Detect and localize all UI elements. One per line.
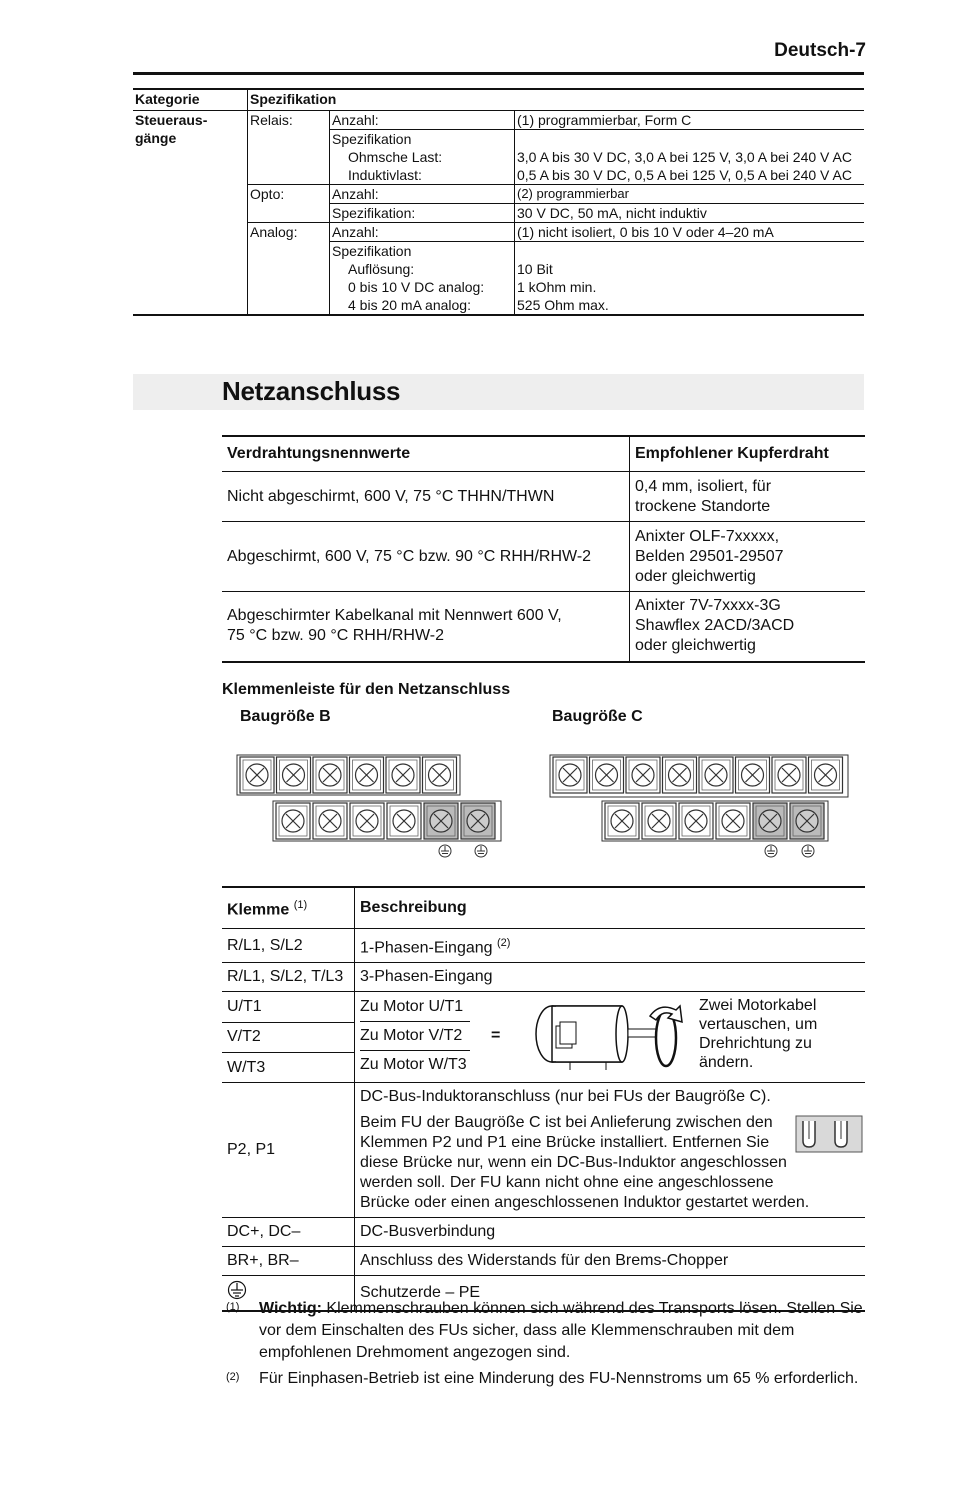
term-cell: R/L1, S/L2, T/L3 (222, 963, 355, 992)
footnote-mark: (2) (226, 1371, 240, 1383)
spec-table (133, 88, 864, 316)
motor-icon (530, 998, 695, 1076)
motor-u: Zu Motor U/T1 (360, 997, 470, 1022)
term-cell: P2, P1 (222, 1083, 355, 1218)
analog-anzahl-label: Anzahl: (330, 223, 515, 242)
relais-spez-cell (330, 130, 515, 185)
wiring-table (222, 435, 865, 663)
jumper-icon (795, 1115, 863, 1153)
motor-v: Zu Motor V/T2 (360, 1026, 470, 1051)
category-cell (133, 111, 248, 316)
footnote-2 (222, 1368, 872, 1390)
category-line: gänge (135, 130, 177, 146)
header-rule (133, 72, 864, 75)
term-cell: DC+, DC– (222, 1218, 355, 1247)
term-cell: R/L1, S/L2 (222, 929, 355, 963)
analog-spez-cell (330, 242, 515, 316)
terminal-table (222, 886, 865, 1312)
v-value: 1 kOhm min. (517, 279, 597, 295)
terminal-block-b-diagram (230, 745, 520, 865)
aufl-value: 10 Bit (517, 261, 553, 277)
section-title: Netzanschluss (222, 376, 401, 406)
terminal-block-title: Klemmenleiste für den Netzanschluss (222, 681, 511, 698)
ma-label: 4 bis 20 mA analog: (348, 297, 471, 313)
wire-rating: Abgeschirmt, 600 V, 75 °C bzw. 90 °C RHH/RHW-2 (222, 522, 630, 592)
desc-cell: DC-Busverbindung (355, 1218, 866, 1247)
terminal-block-c-diagram (542, 745, 862, 865)
desc-cell (355, 1083, 866, 1218)
opto-anzahl-value: (2) programmierbar (515, 185, 865, 204)
relais-anzahl-label: Anzahl: (330, 111, 515, 130)
term-col1: Klemme $^{(1)}$ (222, 887, 355, 929)
opto-label: Opto: (248, 185, 330, 223)
category-line: Steueraus- (135, 112, 208, 128)
opto-spez-value: 30 V DC, 50 mA, nicht induktiv (515, 204, 865, 223)
term-cell: BR+, BR– (222, 1247, 355, 1276)
footnote-mark: (1) (226, 1301, 240, 1313)
term-cell: U/T1 (222, 992, 355, 1022)
term-cell: W/T3 (222, 1052, 355, 1082)
relais-label: Relais: (248, 111, 330, 185)
wire-type: 0,4 mm, isoliert, für trockene Standorte (630, 472, 866, 522)
wire-type: Anixter 7V-7xxxx-3G Shawflex 2ACD/3ACD oder gleichwertig (630, 592, 866, 662)
desc-cell: 1-Phasen-Eingang $^{(2)}$ (355, 929, 866, 963)
motor-note: Zwei Motorkabel vertauschen, um Drehrichtung zu ändern. (699, 997, 818, 1072)
p-desc1: DC-Bus-Induktoranschluss (nur bei FUs der Baugröße C). (360, 1088, 771, 1106)
desc-cell: 3-Phasen-Eingang (355, 963, 866, 992)
footnote-1 (222, 1298, 872, 1364)
wire-rating: Abgeschirmter Kabelkanal mit Nennwert 600 V, 75 °C bzw. 90 °C RHH/RHW-2 (222, 592, 630, 662)
v-label: 0 bis 10 V DC analog: (348, 279, 485, 295)
frame-c-label: Baugröße C (552, 708, 643, 725)
p-desc2: Beim FU der Baugröße C ist bei Anlieferung zwischen den Klemmen P2 und P1 eine Brücke installiert. Entfernen Sie diese Brücke nur, wenn ein DC-Bus-Induktor angeschlossen werden soll. Der FU kann nicht ohne eine angeschlossene Brücke oder einen angeschlossenen Induktor gestartet werden. (360, 1114, 810, 1212)
relais-spez-label: Spezifikation (332, 131, 412, 147)
analog-anzahl-value: (1) nicht isoliert, 0 bis 10 V oder 4–20 mA (515, 223, 865, 242)
page-header: Deutsch-7 (774, 40, 866, 61)
footnote-bold: Wichtig: (259, 1300, 322, 1317)
ind-value: 0,5 A bis 30 V DC, 0,5 A bei 125 V, 0,5 A bei 240 V AC (517, 167, 852, 183)
desc-cell: Anschluss des Widerstands für den Brems-Chopper (355, 1247, 866, 1276)
analog-label: Analog: (248, 223, 330, 316)
ind-label: Induktivlast: (348, 167, 422, 183)
wire-col2: Empfohlener Kupferdraht (630, 436, 866, 472)
motor-cell (355, 992, 866, 1083)
analog-spez-label: Spezifikation (332, 243, 412, 259)
opto-anzahl-label: Anzahl: (330, 185, 515, 204)
wire-col1: Verdrahtungsnennwerte (222, 436, 630, 472)
footnote-text: Klemmenschrauben können sich während des Transports lösen. Stellen Sie vor dem Einschalten des FUs sicher, dass alle Klemmenschrauben mit dem empfohlenen Drehmoment angezogen sind. (259, 1300, 863, 1361)
relais-spez-values (515, 130, 865, 185)
wire-type: Anixter OLF-7xxxxx, Belden 29501-29507 oder gleichwertig (630, 522, 866, 592)
col-kategorie: Kategorie (133, 89, 248, 111)
motor-w: Zu Motor W/T3 (360, 1056, 467, 1074)
analog-spez-values (515, 242, 865, 316)
term-col2: Beschreibung (360, 899, 467, 916)
ohm-label: Ohmsche Last: (348, 149, 443, 165)
aufl-label: Auflösung: (348, 261, 415, 277)
frame-b-label: Baugröße B (240, 708, 331, 725)
wire-rating: Nicht abgeschirmt, 600 V, 75 °C THHN/THWN (222, 472, 630, 522)
ma-value: 525 Ohm max. (517, 297, 609, 313)
opto-spez-label: Spezifikation: (330, 204, 515, 223)
relais-anzahl-value: (1) programmierbar, Form C (515, 111, 865, 130)
footnotes (222, 1298, 872, 1394)
equals-sign: = (491, 1027, 501, 1045)
desc-cell: Schutzerde – PE (355, 1276, 866, 1312)
ohm-value: 3,0 A bis 30 V DC, 3,0 A bei 125 V, 3,0 A bei 240 V AC (517, 149, 852, 165)
term-cell: V/T2 (222, 1022, 355, 1052)
footnote-text: Für Einphasen-Betrieb ist eine Minderung des FU-Nennstroms um 65 % erforderlich. (259, 1370, 859, 1387)
col-spezifikation: Spezifikation (248, 89, 865, 111)
